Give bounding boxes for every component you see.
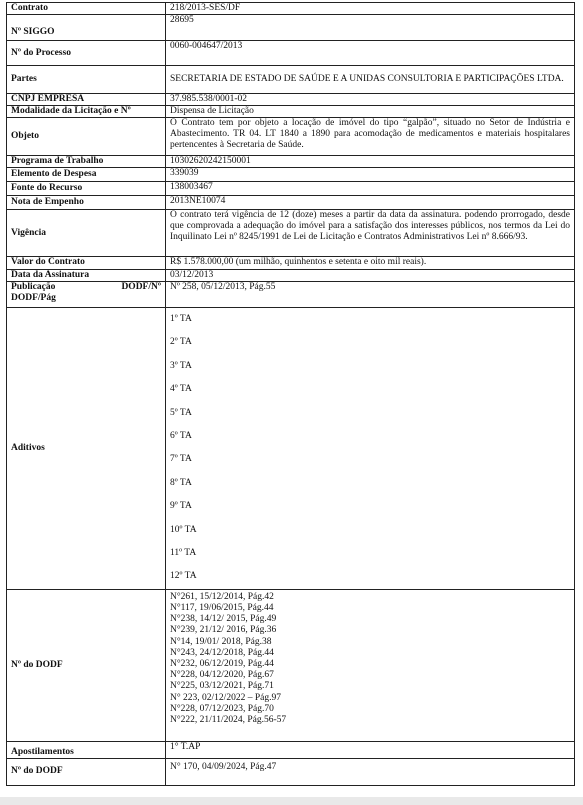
label-publicacao [7, 282, 166, 308]
dodf-item: N°225, 03/12/2021, Pág.71 [170, 681, 274, 692]
row-aditivos [7, 308, 575, 590]
aditivo-item: 3º TA [170, 360, 192, 371]
row-modalidade [7, 106, 575, 118]
label-dodf: Nº do DODF [7, 589, 166, 741]
dodf-item: N°228, 07/12/2023, Pág.70 [170, 703, 274, 714]
row-valor [7, 257, 575, 270]
aditivo-item: 1º TA [170, 314, 192, 324]
value-apostilamentos: 1° T.AP [166, 741, 575, 758]
contract-summary-table [6, 2, 575, 786]
label-contrato: Contrato [7, 3, 166, 15]
row-dodf-apostilamento [7, 758, 575, 785]
aditivo-item: 2º TA [170, 337, 192, 348]
value-elemento: 339039 [166, 168, 575, 182]
label-cnpj: CNPJ EMPRESA [7, 94, 166, 106]
label-apostilamentos: Apostilamentos [7, 741, 166, 758]
aditivo-item: 4º TA [170, 384, 192, 395]
label-objeto: Objeto [7, 118, 166, 156]
row-processo [7, 41, 575, 66]
row-empenho [7, 196, 575, 210]
aditivos-list [166, 308, 575, 590]
label-processo: Nº do Processo [7, 41, 166, 66]
value-vigencia: O contrato terá vigência de 12 (doze) meses a partir da data da assinatura. podendo prorrogado, desde que comprovada a adequação do imóvel para a satisfação dos interesses públicos, nos termos da Lei do Inquilinato Lei nº 8245/1991 de Lei de Licitação e Contratos Administrativos Lei nº 8.666/93. [166, 210, 575, 257]
value-partes: SECRETARIA DE ESTADO DE SAÚDE E A UNIDAS CONSULTORIA E PARTICIPAÇÕES LTDA. [166, 66, 575, 94]
value-dodf-apostilamento: N° 170, 04/09/2024, Pág.47 [166, 758, 575, 785]
value-publicacao: Nº 258, 05/12/2013, Pág.55 [166, 282, 575, 308]
value-processo: 0060-004647/2013 [166, 41, 575, 66]
value-contrato: 218/2013-SES/DF [166, 3, 575, 15]
value-empenho: 2013NE10074 [166, 196, 575, 210]
row-siggo [7, 15, 575, 41]
dodf-item: N°14, 19/01/ 2018, Pág.38 [170, 636, 272, 647]
row-vigencia [7, 210, 575, 257]
aditivo-item: 10º TA [170, 524, 197, 535]
label-partes: Partes [7, 66, 166, 94]
aditivo-item: 7º TA [170, 454, 192, 465]
value-siggo: 28695 [166, 15, 575, 41]
dodf-item: N°243, 24/12/2018, Pág.44 [170, 647, 274, 658]
aditivo-item: 8º TA [170, 477, 192, 488]
row-dodf [7, 589, 575, 741]
label-programa: Programa de Trabalho [7, 156, 166, 168]
row-cnpj [7, 94, 575, 106]
row-elemento [7, 168, 575, 182]
dodf-item: N°232, 06/12/2019, Pág.44 [170, 658, 274, 669]
dodf-item: N°222, 21/11/2024, Pág.56-57 [170, 714, 287, 725]
publicacao-label-right: DODF/Nº [121, 282, 161, 292]
aditivo-item: 5º TA [170, 407, 192, 418]
row-fonte [7, 182, 575, 196]
label-dodf-apostilamento: Nº do DODF [7, 758, 166, 785]
publicacao-label-line2: DODF/Pág [11, 293, 56, 303]
contract-sheet [6, 2, 575, 786]
aditivo-item: 9º TA [170, 501, 192, 512]
label-elemento: Elemento de Despesa [7, 168, 166, 182]
dodf-item: N°117, 19/06/2015, Pág.44 [170, 602, 274, 613]
row-programa [7, 156, 575, 168]
value-modalidade: Dispensa de Licitação [166, 106, 575, 118]
publicacao-label-line1 [11, 282, 161, 293]
label-assinatura: Data da Assinatura [7, 270, 166, 282]
dodf-item: N°261, 15/12/2014, Pág.42 [170, 591, 274, 602]
row-assinatura [7, 270, 575, 282]
dodf-item: N°228, 04/12/2020, Pág.67 [170, 670, 274, 681]
aditivo-item: 12º TA [170, 571, 197, 582]
label-valor: Valor do Contrato [7, 257, 166, 270]
label-modalidade: Modalidade da Licitação e Nº [7, 106, 166, 118]
label-vigencia: Vigência [7, 210, 166, 257]
value-programa: 10302620242150001 [166, 156, 575, 168]
row-contrato [7, 3, 575, 15]
label-fonte: Fonte do Recurso [7, 182, 166, 196]
value-assinatura: 03/12/2013 [166, 270, 575, 282]
dodf-item: N°239, 21/12/ 2016, Pág.36 [170, 625, 277, 636]
value-objeto: O Contrato tem por objeto a locação de imóvel do tipo “galpão”, situado no Setor de Indústria e Abastecimento. TR 04. LT 1840 a 1890 para acomodação de medicamentos e materiais hospitalares pertencentes à Secretaria de Saúde. [166, 118, 575, 156]
aditivo-item: 11º TA [170, 547, 197, 558]
publicacao-label-left: Publicação [11, 282, 56, 292]
dodf-item: N° 223, 02/12/2022 – Pág.97 [170, 692, 281, 703]
label-aditivos: Aditivos [7, 308, 166, 590]
value-fonte: 138003467 [166, 182, 575, 196]
value-valor: R$ 1.578.000,00 (um milhão, quinhentos e setenta e oito mil reais). [166, 257, 575, 270]
row-objeto [7, 118, 575, 156]
value-cnpj: 37.985.538/0001-02 [166, 94, 575, 106]
label-empenho: Nota de Empenho [7, 196, 166, 210]
label-siggo: Nº SIGGO [7, 15, 166, 41]
aditivo-item: 6º TA [170, 430, 192, 441]
row-partes [7, 66, 575, 94]
dodf-list [166, 589, 575, 741]
row-apostilamentos [7, 741, 575, 758]
page-bottom-edge [0, 797, 583, 805]
row-publicacao [7, 282, 575, 308]
dodf-item: N°238, 14/12/ 2015, Pág.49 [170, 614, 277, 625]
